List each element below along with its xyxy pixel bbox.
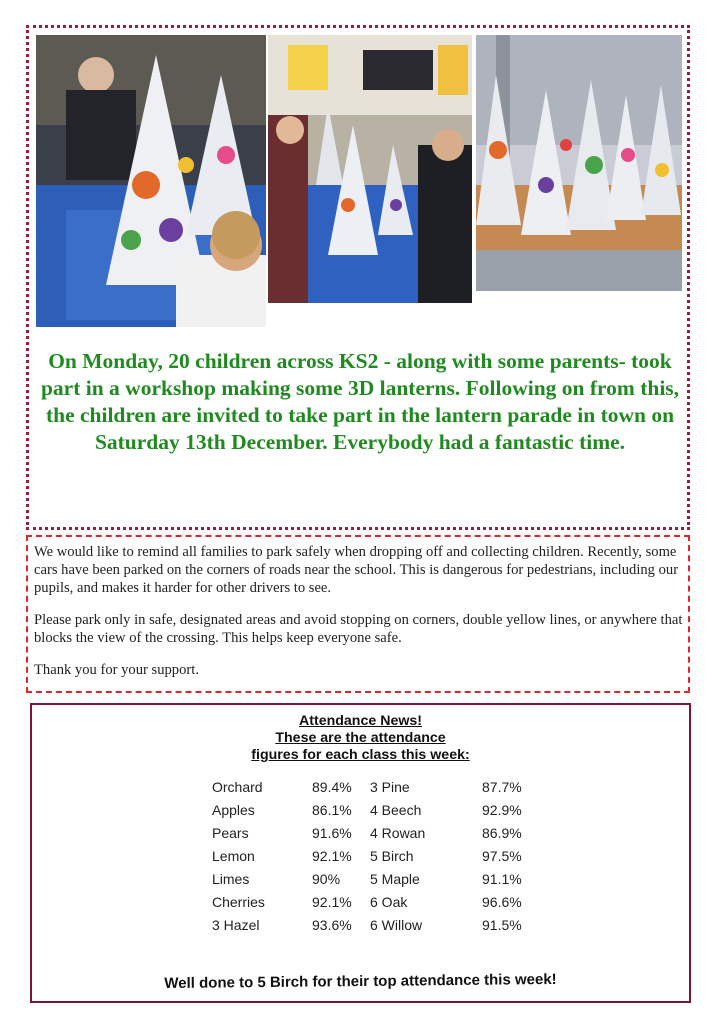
attendance-row	[212, 779, 532, 802]
attendance-title-line-2: These are the attendance	[275, 730, 446, 746]
parking-notice-box	[26, 535, 690, 693]
class-percentage: 90%	[312, 871, 341, 887]
class-name: 6 Oak	[370, 894, 408, 910]
class-name: 3 Hazel	[212, 917, 260, 933]
class-name: Limes	[212, 871, 250, 887]
class-name: Orchard	[212, 779, 263, 795]
class-name: Apples	[212, 802, 255, 818]
class-name: 6 Willow	[370, 917, 423, 933]
attendance-row	[212, 871, 532, 894]
class-name: 5 Maple	[370, 871, 420, 887]
attendance-row	[212, 917, 532, 940]
workshop-photo-children-painting	[36, 35, 266, 327]
class-name: Lemon	[212, 848, 255, 864]
class-percentage: 92.9%	[482, 802, 522, 818]
class-percentage: 97.5%	[482, 848, 522, 864]
class-percentage: 86.9%	[482, 825, 522, 841]
class-name: 3 Pine	[370, 779, 410, 795]
class-percentage: 93.6%	[312, 917, 352, 933]
attendance-row	[212, 802, 532, 825]
parking-paragraph-1: We would like to remind all families to park safely when dropping off and collecting children. Recently, some cars have been parked on the corners of roads near the school. This is dangerous for pedestrians, including our pupils, and makes it harder for other drivers to see.	[34, 544, 679, 596]
attendance-title	[32, 713, 689, 764]
class-name: 4 Rowan	[370, 825, 426, 841]
attendance-title-line-1: Attendance News!	[299, 713, 422, 729]
class-percentage: 86.1%	[312, 802, 352, 818]
attendance-row	[212, 894, 532, 917]
attendance-box	[30, 703, 691, 1003]
class-percentage: 91.1%	[482, 871, 522, 887]
class-percentage: 92.1%	[312, 894, 352, 910]
class-name: Cherries	[212, 894, 265, 910]
workshop-photo-classroom-lanterns	[268, 35, 472, 303]
parking-paragraph-2: Please park only in safe, designated areas and avoid stopping on corners, double yellow lines, or anywhere that blocks the view of the crossing. This helps keep everyone safe.	[34, 612, 683, 646]
class-percentage: 89.4%	[312, 779, 352, 795]
attendance-table	[212, 779, 532, 940]
attendance-footer: Well done to 5 Birch for their top attendance this week!	[164, 970, 557, 993]
workshop-photo-finished-lanterns	[476, 35, 682, 291]
class-percentage: 87.7%	[482, 779, 522, 795]
class-percentage: 91.5%	[482, 917, 522, 933]
class-percentage: 91.6%	[312, 825, 352, 841]
attendance-title-line-3: figures for each class this week:	[251, 747, 470, 763]
parking-paragraph-3: Thank you for your support.	[34, 662, 199, 678]
class-percentage: 96.6%	[482, 894, 522, 910]
class-name: 5 Birch	[370, 848, 414, 864]
class-name: Pears	[212, 825, 249, 841]
attendance-row	[212, 825, 532, 848]
attendance-row	[212, 848, 532, 871]
class-percentage: 92.1%	[312, 848, 352, 864]
class-name: 4 Beech	[370, 802, 422, 818]
workshop-headline: On Monday, 20 children across KS2 - along with some parents- took part in a workshop making some 3D lanterns. Following on from this, the children are invited to take part in the lantern parade in town on Saturday 13th December. Everybody had a fantastic time.	[40, 349, 680, 454]
